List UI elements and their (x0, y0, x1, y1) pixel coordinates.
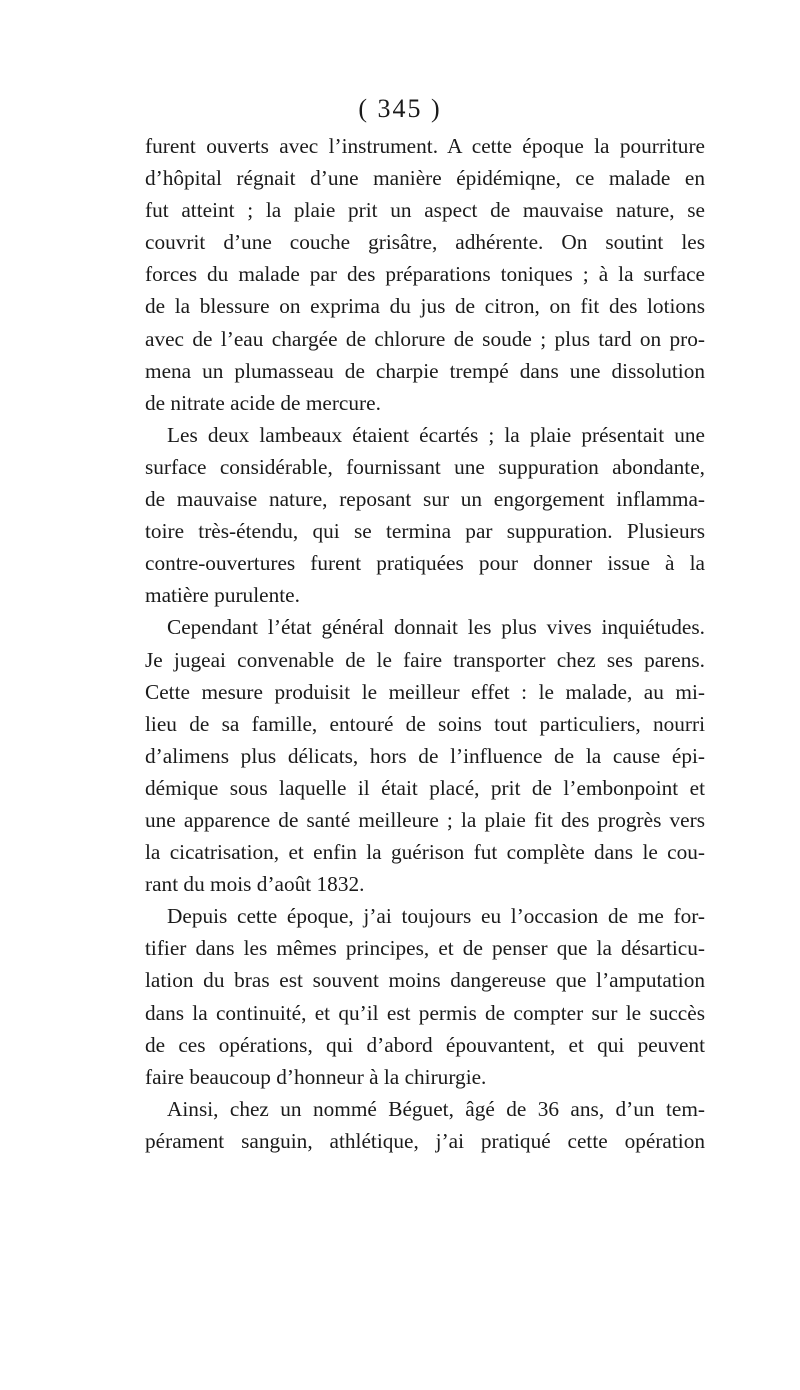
text-line: surface considérable, fournissant une suppuration abondante, (145, 454, 705, 479)
text-line: d’alimens plus délicats, hors de l’influence de la cause épi- (145, 743, 705, 768)
text-line: Je jugeai convenable de le faire transporter chez ses parens. (145, 647, 705, 672)
text-line: Cependant l’état général donnait les plus vives inquiétudes. (167, 615, 705, 640)
text-line: mena un plumasseau de charpie trempé dans une dissolution (145, 358, 705, 383)
text-line: Ainsi, chez un nommé Béguet, âgé de 36 ans, d’un tem- (167, 1096, 705, 1121)
text-line: de ces opérations, qui d’abord épouvantent, et qui peuvent (145, 1032, 705, 1057)
text-line: matière purulente. (145, 583, 300, 608)
text-line: forces du malade par des préparations toniques ; à la surface (145, 262, 705, 287)
page-number: ( 345 ) (358, 94, 442, 123)
text-line: d’hôpital régnait d’une manière épidémiqne, ce malade en (145, 166, 705, 191)
text-line: toire très-étendu, qui se termina par suppuration. Plusieurs (145, 519, 705, 544)
text-line: une apparence de santé meilleure ; la plaie fit des progrès vers (145, 807, 705, 832)
text-line: tifier dans les mêmes principes, et de penser que la désarticu- (145, 936, 705, 961)
text-line: dans la continuité, et qu’il est permis de compter sur le succès (145, 1000, 705, 1025)
text-line: de nitrate acide de mercure. (145, 390, 381, 415)
text-line: furent ouverts avec l’instrument. A cette époque la pourriture (145, 134, 705, 158)
body-text (145, 130, 705, 1157)
text-line: lation du bras est souvent moins dangereuse que l’amputation (145, 968, 705, 993)
text-line: démique sous laquelle il était placé, prit de l’embonpoint et (145, 775, 705, 800)
text-line: pérament sanguin, athlétique, j’ai pratiqué cette opération (145, 1128, 705, 1153)
text-line: avec de l’eau chargée de chlorure de soude ; plus tard on pro- (145, 326, 705, 351)
text-line: Les deux lambeaux étaient écartés ; la plaie présentait une (167, 422, 705, 447)
text-line: fut atteint ; la plaie prit un aspect de mauvaise nature, se (145, 198, 705, 223)
text-line: couvrit d’une couche grisâtre, adhérente. On soutint les (145, 230, 705, 255)
text-line: faire beaucoup d’honneur à la chirurgie. (145, 1064, 487, 1089)
text-line: la cicatrisation, et enfin la guérison fut complète dans le cou- (145, 840, 705, 865)
text-line: rant du mois d’août 1832. (145, 872, 365, 897)
text-line: Cette mesure produisit le meilleur effet : le malade, au mi- (145, 679, 705, 704)
text-line: de mauvaise nature, reposant sur un engorgement inflamma- (145, 487, 705, 512)
text-line: de la blessure on exprima du jus de citron, on fit des lotions (145, 294, 705, 319)
text-line: Depuis cette époque, j’ai toujours eu l’occasion de me for- (167, 904, 705, 929)
text-line: lieu de sa famille, entouré de soins tout particuliers, nourri (145, 711, 705, 736)
text-line: contre-ouvertures furent pratiquées pour donner issue à la (145, 551, 705, 576)
